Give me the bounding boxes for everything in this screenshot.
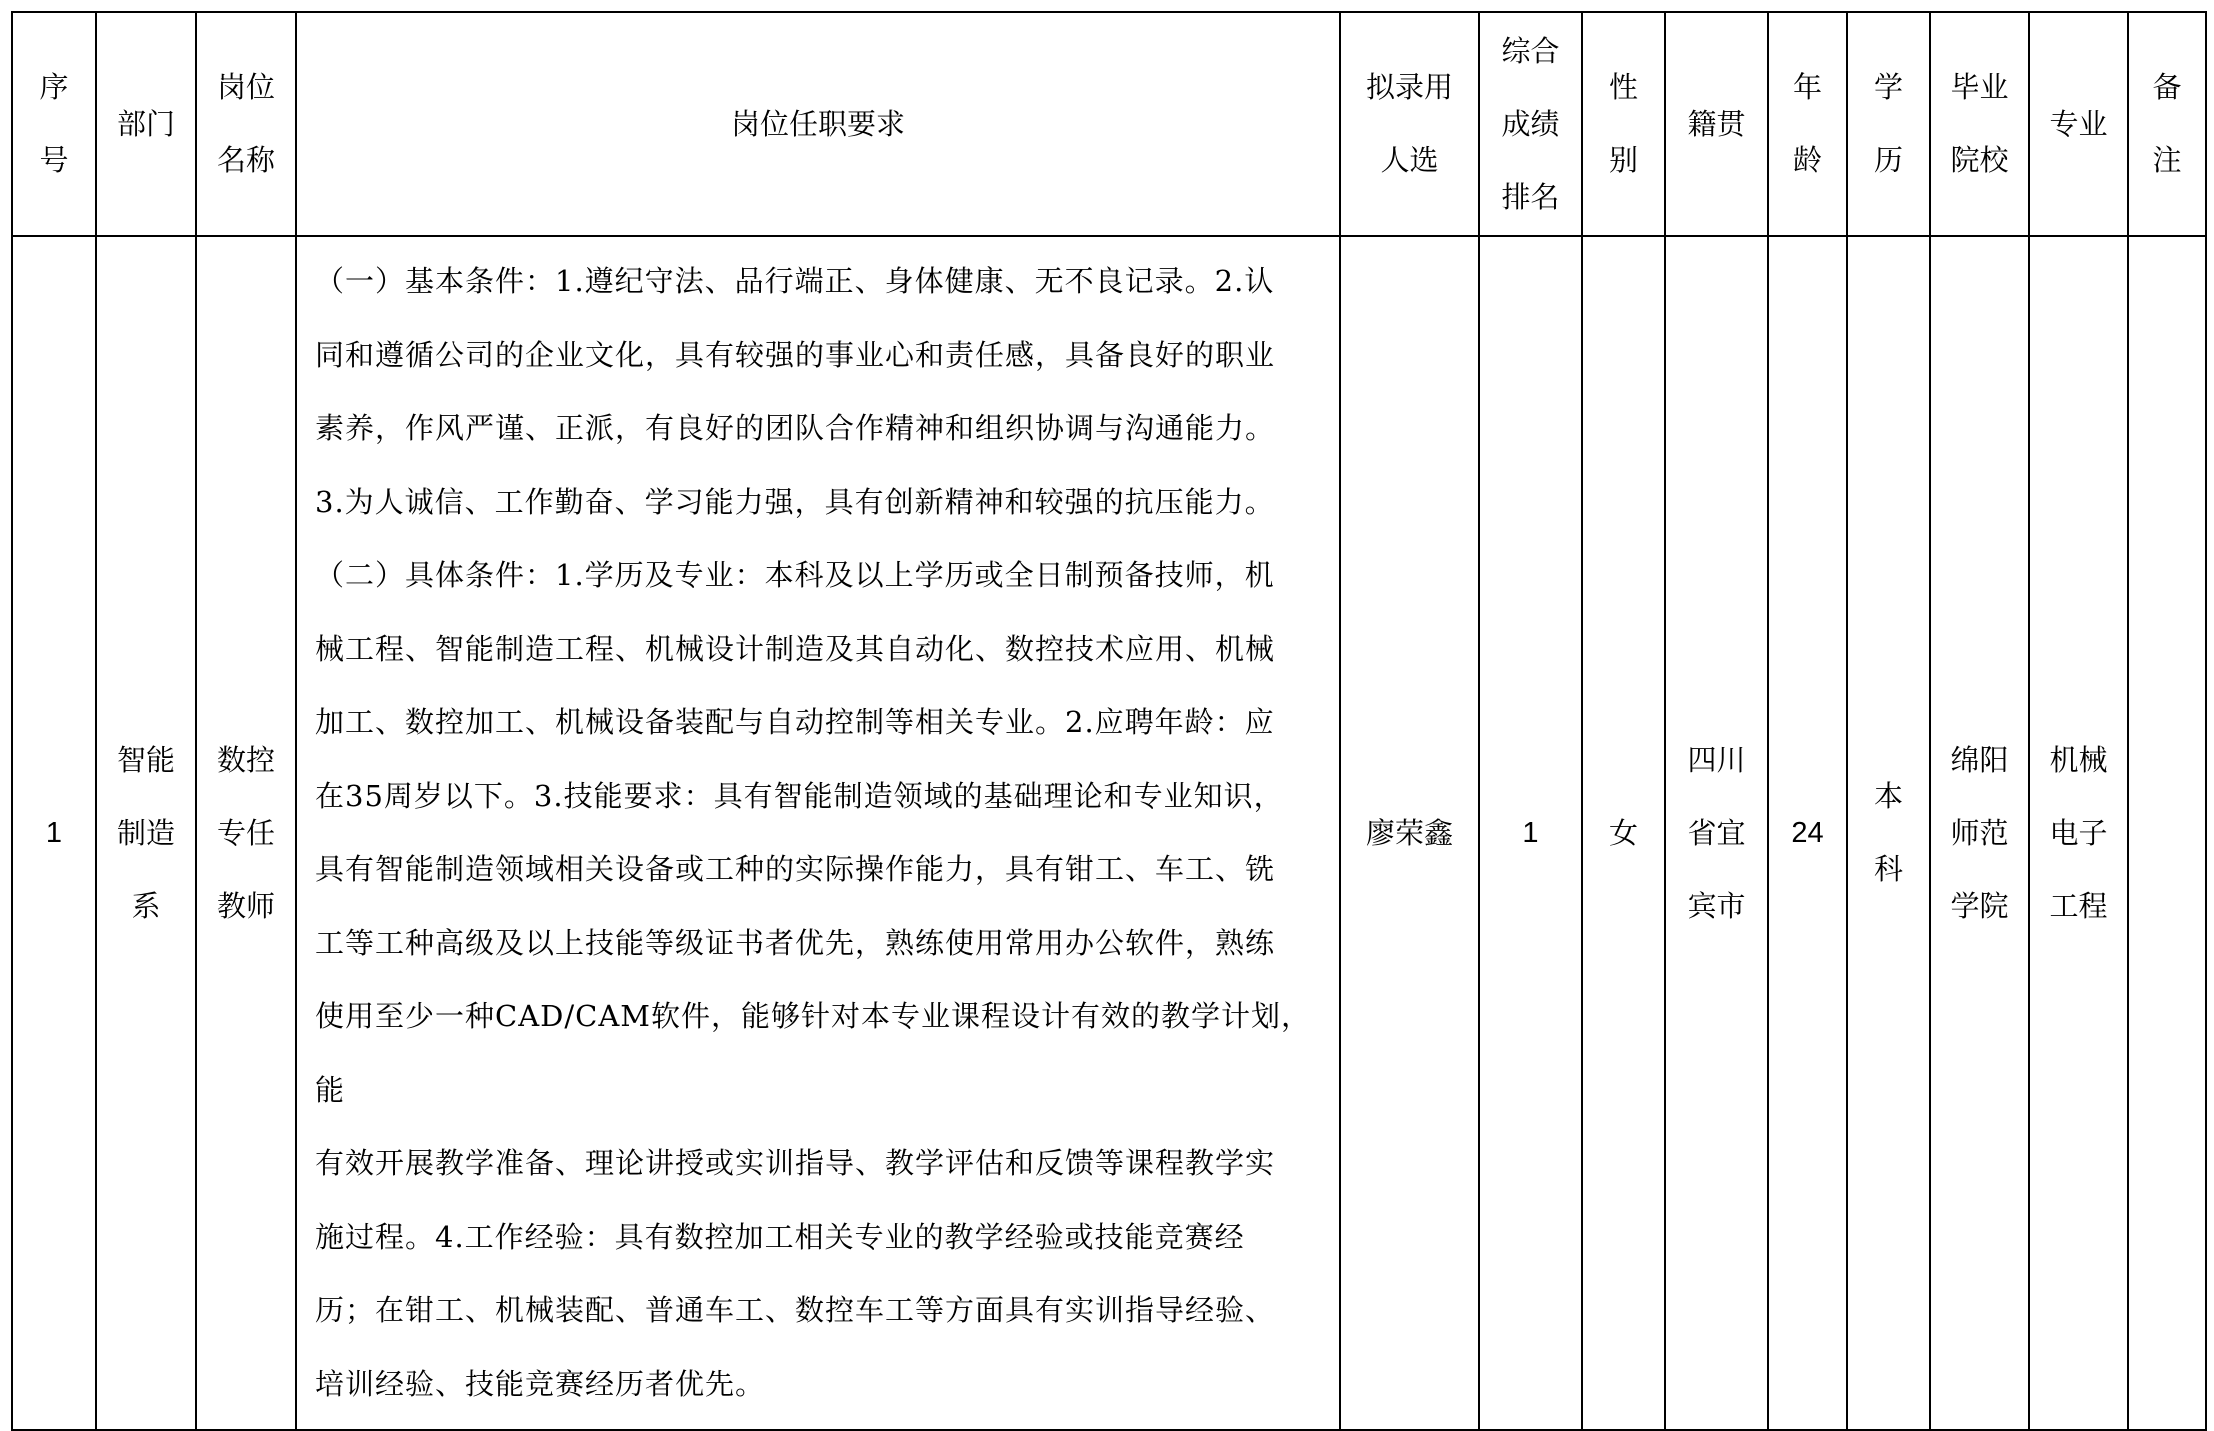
table-row — [12, 236, 2206, 1430]
header-education: 学历 — [1847, 12, 1930, 236]
cell-remark — [2128, 236, 2206, 1430]
requirement-line: 械工程、智能制造工程、机械设计制造及其自动化、数控技术应用、机械 — [315, 631, 1276, 666]
header-requirements: 岗位任职要求 — [296, 12, 1340, 236]
header-remark: 备注 — [2128, 12, 2206, 236]
cell-age: 24 — [1768, 236, 1847, 1430]
requirement-line: 素养，作风严谨、正派，有良好的团队合作精神和组织协调与沟通能力。 — [315, 411, 1276, 445]
header-major: 专业 — [2029, 12, 2128, 236]
header-origin: 籍贯 — [1665, 12, 1768, 236]
employment-table — [11, 11, 2207, 1431]
header-school: 毕业院校 — [1930, 12, 2029, 236]
cell-school: 绵阳师范学院 — [1930, 236, 2029, 1430]
cell-requirements — [296, 236, 1340, 1430]
cell-gender: 女 — [1582, 236, 1665, 1430]
requirement-line: 3.为人诚信、工作勤奋、学习能力强，具有创新精神和较强的抗压能力。 — [315, 484, 1275, 519]
header-position: 岗位名称 — [196, 12, 296, 236]
requirement-line: 在35周岁以下。3.技能要求：具有智能制造领域的基础理论和专业知识， — [315, 778, 1284, 813]
requirement-line: 施过程。4.工作经验：具有数控加工相关专业的教学经验或技能竞赛经 — [315, 1219, 1245, 1254]
cell-candidate: 廖荣鑫 — [1340, 236, 1479, 1430]
requirement-line: 工等工种高级及以上技能等级证书者优先，熟练使用常用办公软件，熟练 — [315, 925, 1276, 960]
header-rank: 综合成绩排名 — [1479, 12, 1582, 236]
cell-education: 本科 — [1847, 236, 1930, 1430]
requirement-line: 使用至少一种CAD/CAM软件，能够针对本专业课程设计有效的教学计划，能 — [315, 999, 1311, 1107]
requirement-line: 培训经验、技能竞赛经历者优先。 — [315, 1366, 766, 1401]
header-age: 年龄 — [1768, 12, 1847, 236]
cell-dept: 智能制造系 — [96, 236, 196, 1430]
requirement-line: 具有智能制造领域相关设备或工种的实际操作能力，具有钳工、车工、铣 — [315, 852, 1276, 886]
cell-origin: 四川省宜宾市 — [1665, 236, 1768, 1430]
cell-index: 1 — [12, 236, 96, 1430]
requirement-line: 历；在钳工、机械装配、普通车工、数控车工等方面具有实训指导经验、 — [315, 1293, 1276, 1327]
header-dept: 部门 — [96, 12, 196, 236]
cell-rank: 1 — [1479, 236, 1582, 1430]
header-candidate: 拟录用人选 — [1340, 12, 1479, 236]
header-row — [12, 12, 2206, 236]
requirement-line: 同和遵循公司的企业文化，具有较强的事业心和责任感，具备良好的职业 — [315, 337, 1276, 372]
requirement-line: 加工、数控加工、机械设备装配与自动控制等相关专业。2.应聘年龄：应 — [315, 705, 1275, 739]
cell-major: 机械电子工程 — [2029, 236, 2128, 1430]
header-gender: 性别 — [1582, 12, 1665, 236]
requirement-line: （二）具体条件：1.学历及专业：本科及以上学历或全日制预备技师，机 — [315, 558, 1275, 592]
cell-position: 数控专任教师 — [196, 236, 296, 1430]
requirement-line: （一）基本条件：1.遵纪守法、品行端正、身体健康、无不良记录。2.认 — [315, 264, 1275, 298]
header-index: 序号 — [12, 12, 96, 236]
requirement-line: 有效开展教学准备、理论讲授或实训指导、教学评估和反馈等课程教学实 — [315, 1146, 1276, 1180]
